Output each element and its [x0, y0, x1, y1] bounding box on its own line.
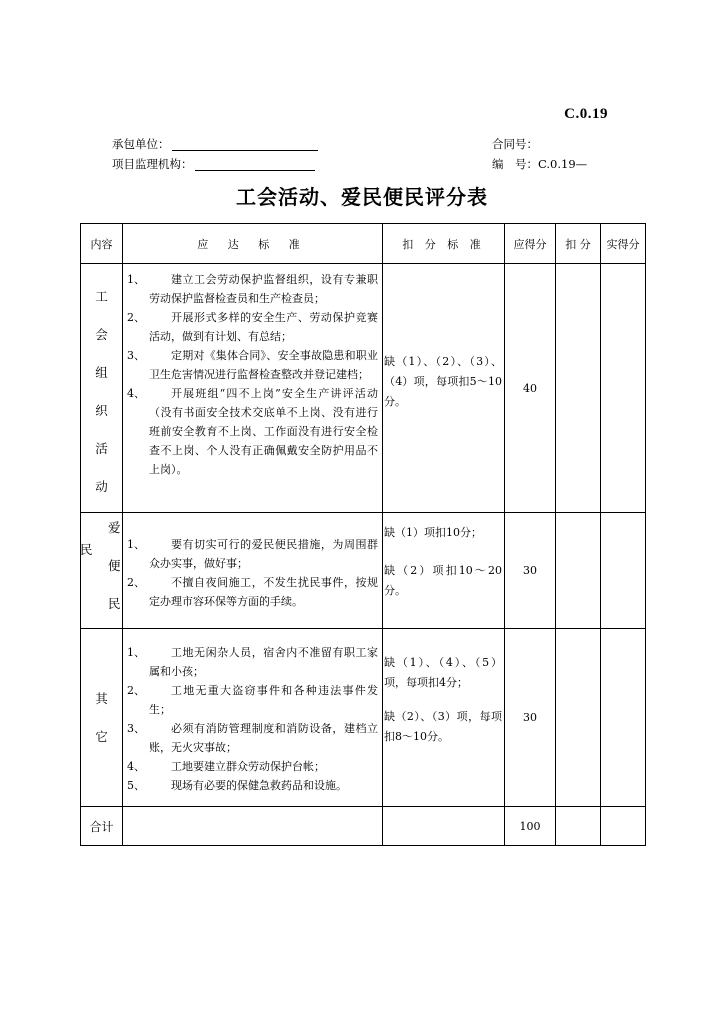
- deduction-text: 缺（1）、（2）、（3）、（4）项，每项扣5～10分。: [384, 355, 502, 408]
- standard-item: 1、 工地无闲杂人员，宿舍内不准留有职工家属和小孩；: [127, 646, 378, 678]
- contractor-field: [112, 137, 318, 151]
- deduction-cell: [383, 629, 505, 807]
- table-row: [81, 264, 646, 513]
- actual-score-cell[interactable]: [601, 513, 646, 629]
- document-title: 工会活动、爱民便民评分表: [236, 185, 488, 209]
- deduct-score-cell[interactable]: [556, 513, 601, 629]
- category-cell: [81, 629, 123, 807]
- table-row: [81, 629, 646, 807]
- due-score-cell: 40: [505, 264, 556, 513]
- supervisor-blank[interactable]: [195, 158, 315, 171]
- standard-item: 2、 工地无重大盗窃事件和各种违法事件发生；: [127, 684, 378, 716]
- header-due-score: 应得分: [505, 224, 556, 264]
- header-deduction: 扣 分 标 准: [383, 224, 505, 264]
- standard-item: 4、 开展班组“四不上岗”安全生产讲评活动（没有书面安全技术交底单不上岗、没有进行班前安全教育不上岗、工作面没有进行安全检查不上岗、个人没有正确佩戴安全防护用品不上岗）。: [127, 387, 378, 476]
- total-label: 合计: [81, 807, 123, 846]
- deduction-text: 缺（1）、（4）、（5）项，每项扣4分；: [384, 656, 502, 689]
- due-score-cell: 30: [505, 513, 556, 629]
- header-deduct-score: 扣 分: [556, 224, 601, 264]
- supervisor-label: 项目监理机构：: [112, 157, 193, 171]
- category-stagger-overlay: [80, 513, 123, 629]
- deduction-text: 缺（2）、（3）项，每项扣8～10分。: [384, 710, 502, 743]
- form-code: C.0.19: [564, 106, 608, 122]
- header-standard: 应 达 标 准: [123, 224, 383, 264]
- contractor-label: 承包单位：: [112, 137, 170, 151]
- due-score-cell: 30: [505, 629, 556, 807]
- total-deduction-cell: [383, 807, 505, 846]
- standard-item: 1、 要有切实可行的爱民便民措施，为周围群众办实事，做好事；: [127, 538, 378, 570]
- standard-item: 4、 工地要建立群众劳动保护台帐；: [127, 760, 325, 773]
- table-row: [81, 513, 646, 629]
- standard-item: 2、 不擅自夜间施工，不发生扰民事件，按规定办理市容环保等方面的手续。: [127, 576, 378, 608]
- total-standard-cell: [123, 807, 383, 846]
- total-due-score: 100: [505, 807, 556, 846]
- deduction-cell: [383, 264, 505, 513]
- standards-cell: [123, 629, 383, 807]
- standard-item: 1、 建立工会劳动保护监督组织，设有专兼职劳动保护监督检查员和生产检查员；: [127, 273, 378, 305]
- category-label: 其它: [95, 690, 108, 744]
- number-label: 编 号：C.0.19—: [492, 157, 588, 171]
- deduction-text: 缺（1）项扣10分；: [384, 526, 482, 539]
- deduction-cell: [383, 513, 505, 629]
- deduct-score-cell[interactable]: [556, 629, 601, 807]
- category-char: 便: [108, 558, 121, 573]
- standard-item: 3、 必须有消防管理制度和消防设备，建档立账，无火灾事故；: [127, 722, 378, 754]
- category-label: 工会组织活动: [95, 289, 108, 494]
- contractor-blank[interactable]: [172, 138, 318, 151]
- deduction-text: 缺（2）项扣10～20分。: [384, 564, 502, 597]
- total-actual-score[interactable]: [601, 807, 646, 846]
- actual-score-cell[interactable]: [601, 264, 646, 513]
- category-char: 民: [80, 542, 93, 557]
- supervisor-field: [112, 157, 315, 171]
- actual-score-cell[interactable]: [601, 629, 646, 807]
- category-char: 爱: [108, 520, 121, 535]
- header-content: 内容: [81, 224, 123, 264]
- contract-no-label: 合同号：: [492, 137, 538, 151]
- total-deduct-score[interactable]: [556, 807, 601, 846]
- number-field: [492, 157, 587, 171]
- total-row: [81, 807, 646, 846]
- score-table: [80, 223, 646, 846]
- standards-cell: [123, 264, 383, 513]
- standard-item: 5、 现场有必要的保健急救药品和设施。: [127, 779, 347, 792]
- standard-item: 3、 定期对《集体合同》、安全事故隐患和职业卫生危害情况进行监督检查整改并登记建档；: [127, 349, 378, 381]
- category-char: 民: [108, 596, 121, 611]
- header-row: [81, 224, 646, 264]
- contract-no-field: [492, 137, 538, 151]
- standard-item: 2、 开展形式多样的安全生产、劳动保护竞赛活动，做到有计划、有总结；: [127, 311, 378, 343]
- header-actual-score: 实得分: [601, 224, 646, 264]
- category-cell: [81, 264, 123, 513]
- deduct-score-cell[interactable]: [556, 264, 601, 513]
- standards-cell: [123, 513, 383, 629]
